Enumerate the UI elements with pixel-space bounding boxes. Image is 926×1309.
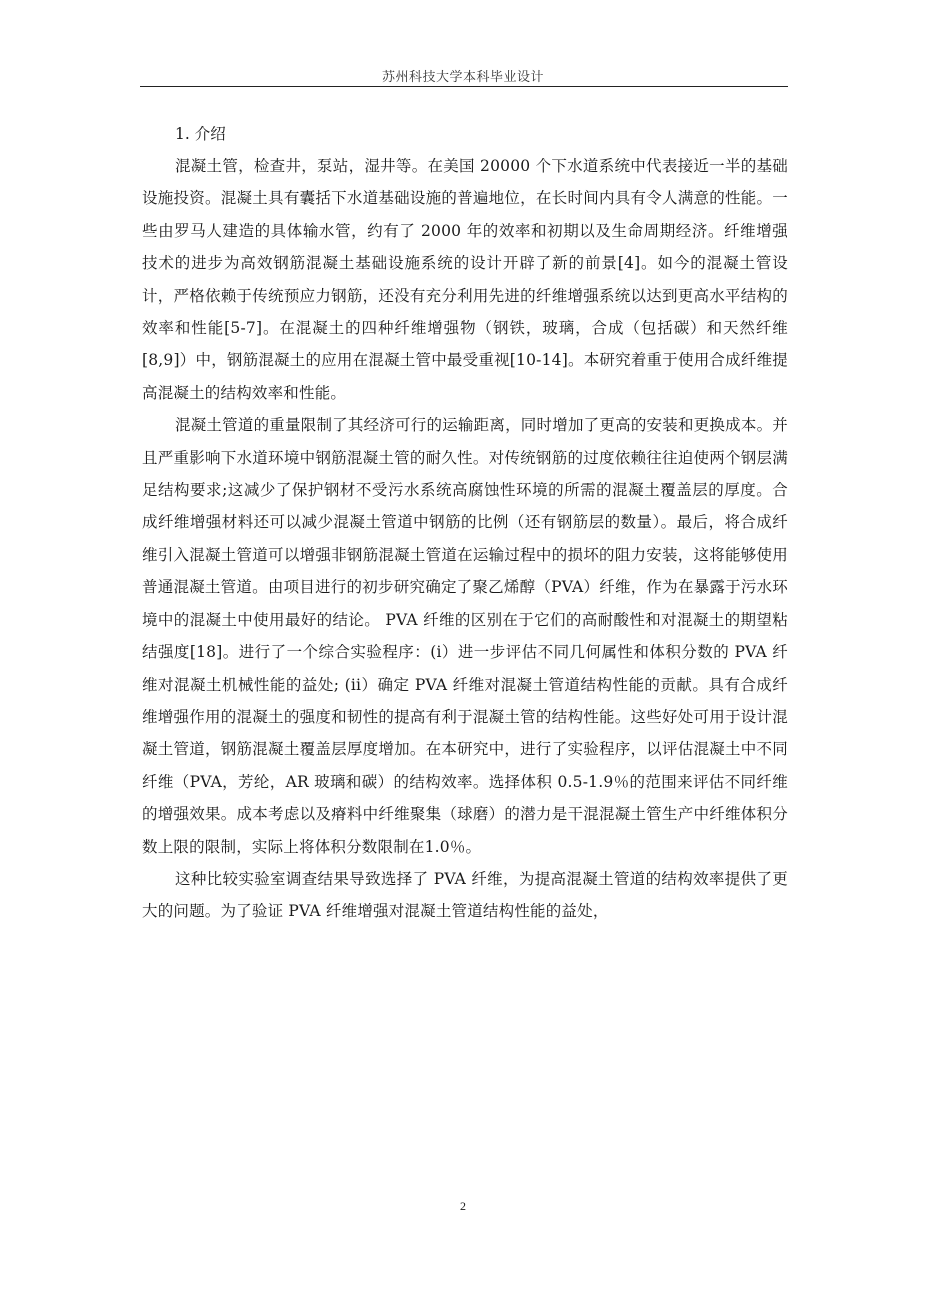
page-number: 2 [460,1199,466,1213]
header-divider [140,86,788,87]
paragraph-3: 这种比较实验室调查结果导致选择了 PVA 纤维，为提高混凝土管道的结构效率提供了更大的问题。为了验证 PVA 纤维增强对混凝土管道结构性能的益处， [142,869,788,921]
document-body [142,118,788,928]
paragraph-1: 混凝土管，检查井，泵站，湿井等。在美国 20000 个下水道系统中代表接近一半的基础设施投资。混凝土具有囊括下水道基础设施的普遍地位，在长时间内具有令人满意的性能。一些由罗马人建造的具体输水管，约有了 2000 年的效率和初期以及生命周期经济。纤维增强技术的进步为高效钢筋混凝土基础设施系统的设计开辟了新的前景[4]。如今的混凝土管设计，严格依赖于传统预应力钢筋，还没有充分利用先进的纤维增强系统以达到更高水平结构的效率和性能[5-7]。在混凝土的四种纤维增强物（钢铁，玻璃，合成（包括碳）和天然纤维[8,9]）中，钢筋混凝土的应用在混凝土管中最受重视[10-14]。本研究着重于使用合成纤维提高混凝土的结构效率和性能。 [142,157,788,402]
section-heading: 1. 介绍 [175,125,226,143]
paragraph-2: 混凝土管道的重量限制了其经济可行的运输距离，同时增加了更高的安装和更换成本。并且严重影响下水道环境中钢筋混凝土管的耐久性。对传统钢筋的过度依赖往往迫使两个钢层满足结构要求;这减少了保护钢材不受污水系统高腐蚀性环境的所需的混凝土覆盖层的厚度。合成纤维增强材料还可以减少混凝土管道中钢筋的比例（还有钢筋层的数量）。最后，将合成纤维引入混凝土管道可以增强非钢筋混凝土管道在运输过程中的损坏的阻力安装，这将能够使用普通混凝土管道。由项目进行的初步研究确定了聚乙烯醇（PVA）纤维，作为在暴露于污水环境中的混凝土中使用最好的结论。 PVA 纤维的区别在于它们的高耐酸性和对混凝土的期望粘结强度[18]。进行了一个综合实验程序：(i）进一步评估不同几何属性和体积分数的 PVA 纤维对混凝土机械性能的益处; (ii）确定 PVA 纤维对混凝土管道结构性能的贡献。具有合成纤维增强作用的混凝土的强度和韧性的提高有利于混凝土管的结构性能。这些好处可用于设计混凝土管道，钢筋混凝土覆盖层厚度增加。在本研究中，进行了实验程序，以评估混凝土中不同纤维（PVA，芳纶，AR 玻璃和碳）的结构效率。选择体积 0.5-1.9％的范围来评估不同纤维的增强效果。成本考虑以及瘠料中纤维聚集（球磨）的潜力是干混混凝土管生产中纤维体积分数上限的限制，实际上将体积分数限制在1.0％。 [142,416,788,856]
running-header: 苏州科技大学本科毕业设计 [381,70,544,85]
